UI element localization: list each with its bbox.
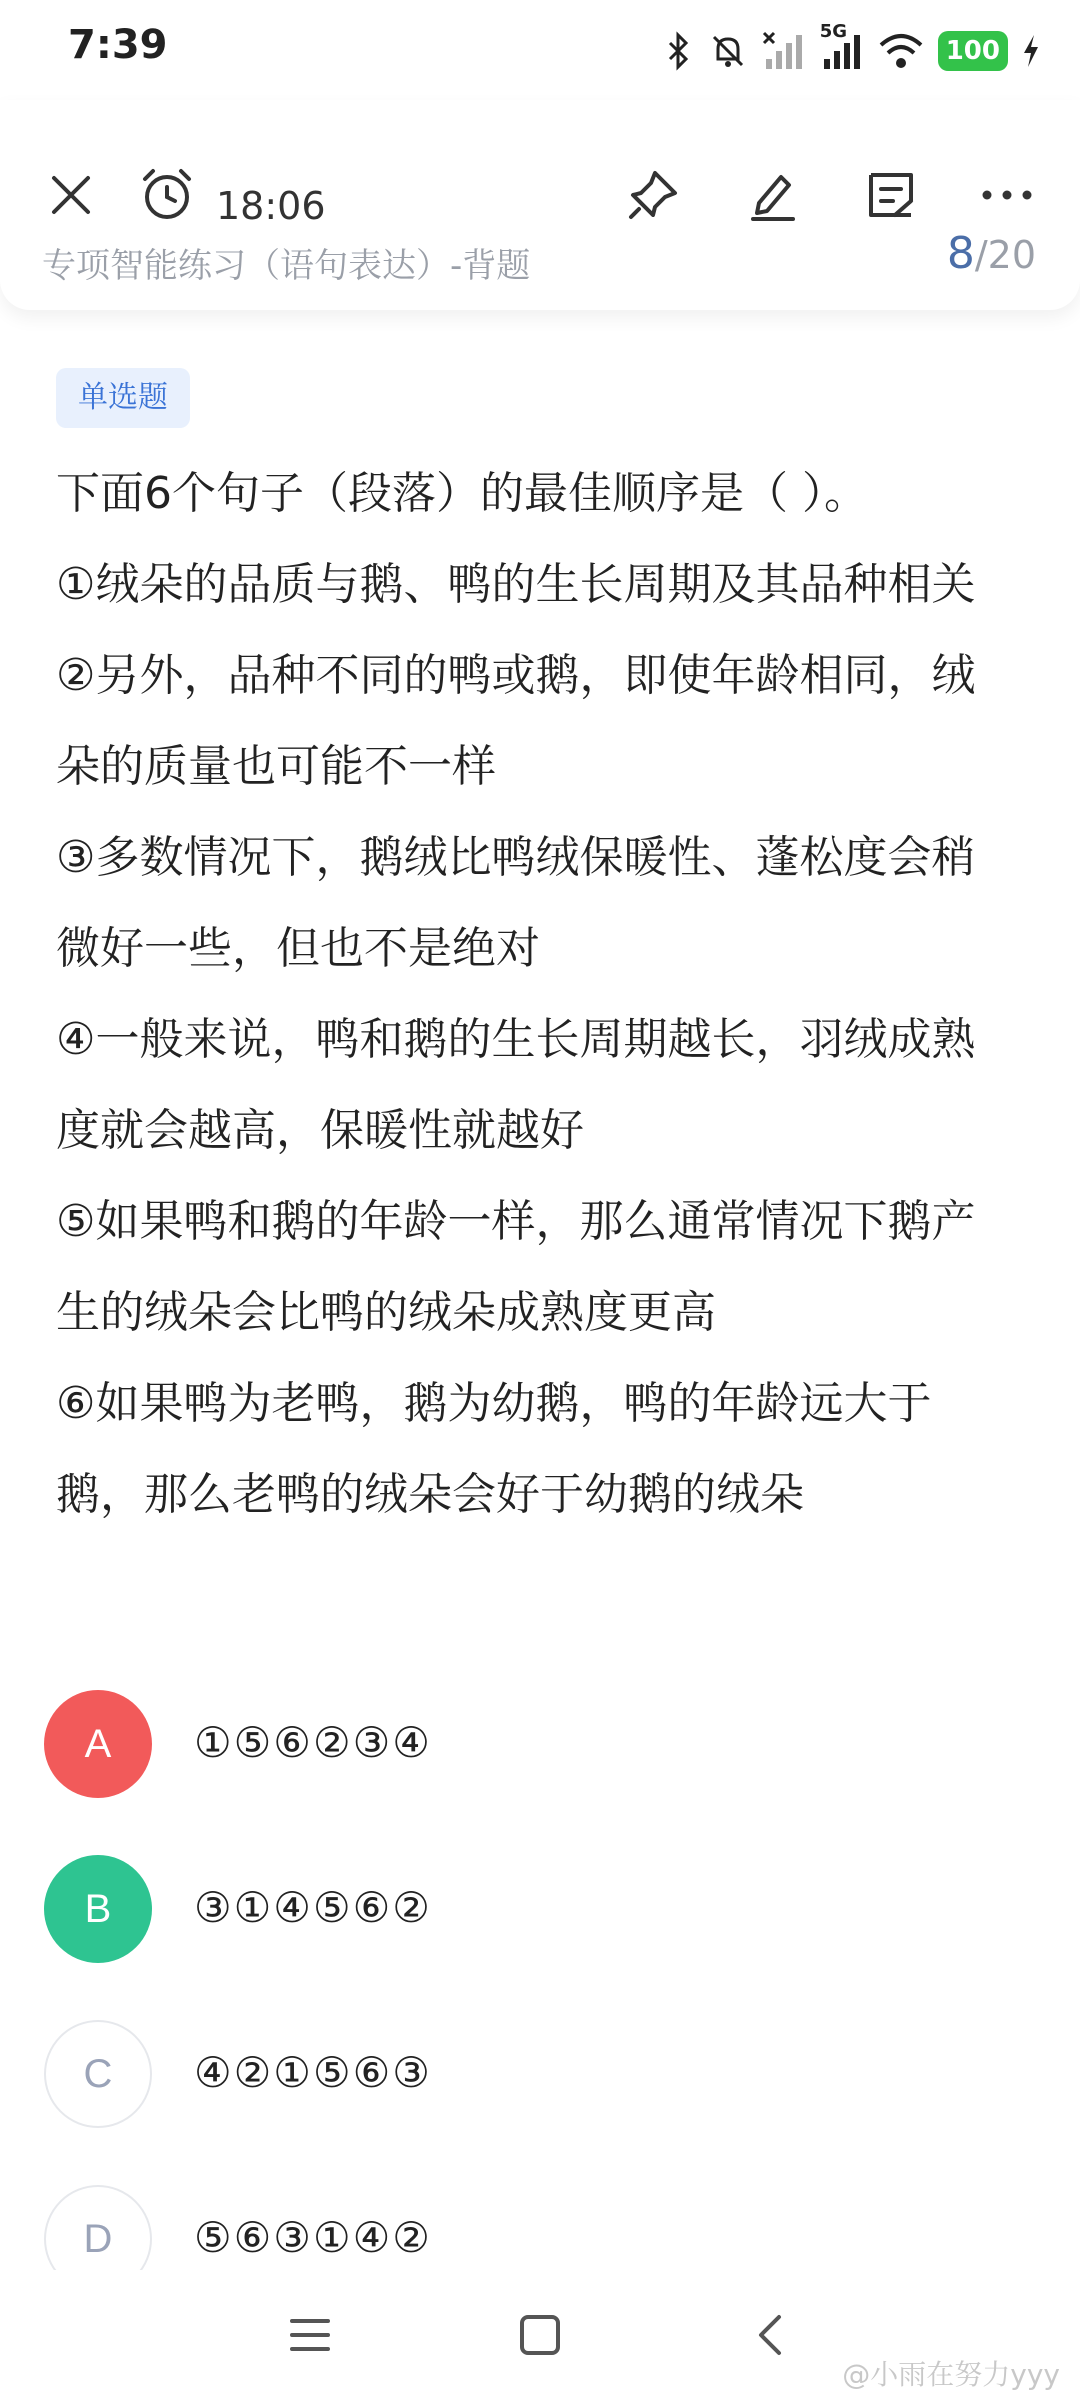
- question-stem: 下面6个句子（段落）的最佳顺序是（ ）。: [56, 468, 868, 519]
- question-progress: [947, 228, 1036, 279]
- option-a[interactable]: [44, 1690, 1044, 1800]
- practice-subtitle: 专项智能练习（语句表达）-背题: [42, 246, 531, 286]
- wifi-icon: [878, 31, 924, 71]
- watermark-text: @小雨在努力yyy: [842, 2358, 1060, 2391]
- question-sentence-6: ⑥如果鸭为老鸭，鹅为幼鹅，鸭的年龄远大于鹅，那么老鸭的绒朵会好于幼鹅的绒朵: [56, 1378, 932, 1520]
- note-icon: [863, 167, 919, 223]
- option-a-text: ①⑤⑥②③④: [194, 1718, 432, 1767]
- close-button[interactable]: [36, 160, 106, 230]
- status-bar: [0, 0, 1080, 100]
- close-icon: [46, 170, 96, 220]
- pin-icon: [625, 167, 681, 223]
- network-type: 5G: [819, 21, 848, 42]
- more-button[interactable]: [972, 160, 1042, 230]
- bell-off-icon: [708, 31, 748, 71]
- option-b-text: ③①④⑤⑥②: [194, 1883, 432, 1932]
- menu-icon: [288, 2315, 332, 2355]
- toolbar: [0, 140, 1080, 240]
- edit-button[interactable]: [738, 160, 808, 230]
- edit-icon: [745, 167, 801, 223]
- question-sentence-4: ④一般来说，鸭和鹅的生长周期越长，羽绒成熟度就会越高，保暖性就越好: [56, 1014, 976, 1156]
- option-c[interactable]: [44, 2020, 1044, 2130]
- option-c-badge: C: [44, 2020, 152, 2128]
- pin-button[interactable]: [618, 160, 688, 230]
- question-sentence-2: ②另外，品种不同的鸭或鹅，即使年龄相同，绒朵的质量也可能不一样: [56, 650, 976, 792]
- question-sentence-5: ⑤如果鸭和鹅的年龄一样，那么通常情况下鹅产生的绒朵会比鸭的绒朵成熟度更高: [56, 1196, 976, 1338]
- question-sentence-1: ①绒朵的品质与鹅、鸭的生长周期及其品种相关: [56, 559, 976, 610]
- progress-current: 8: [946, 228, 975, 279]
- option-d-badge: D: [44, 2185, 152, 2293]
- option-b-badge: B: [44, 1855, 152, 1963]
- option-b[interactable]: [44, 1855, 1044, 1965]
- home-square-icon: [518, 2313, 562, 2357]
- alarm-clock-icon: [139, 167, 195, 223]
- back-icon: [755, 2313, 785, 2357]
- timer-button[interactable]: [132, 160, 202, 230]
- exam-header: [0, 100, 1080, 310]
- question-body: [56, 448, 1016, 1540]
- status-time: 7:39: [68, 22, 168, 68]
- home-button[interactable]: [500, 2300, 580, 2370]
- option-d-text: ⑤⑥③①④②: [194, 2213, 432, 2262]
- more-icon: [979, 185, 1035, 205]
- bluetooth-icon: [664, 31, 694, 71]
- menu-button[interactable]: [270, 2300, 350, 2370]
- question-sentence-3: ③多数情况下，鹅绒比鸭绒保暖性、蓬松度会稍微好一些，但也不是绝对: [56, 832, 976, 974]
- signal-off-icon: [762, 31, 806, 71]
- note-button[interactable]: [856, 160, 926, 230]
- back-button[interactable]: [730, 2300, 810, 2370]
- option-a-badge: A: [44, 1690, 152, 1798]
- timer-text: 18:06: [216, 184, 326, 228]
- status-icons: [664, 21, 1040, 76]
- battery-icon: 100: [938, 31, 1008, 71]
- charging-icon: [1022, 33, 1040, 69]
- question-type-badge: 单选题: [56, 368, 190, 428]
- option-c-text: ④②①⑤⑥③: [194, 2048, 432, 2097]
- progress-total: /20: [974, 233, 1036, 277]
